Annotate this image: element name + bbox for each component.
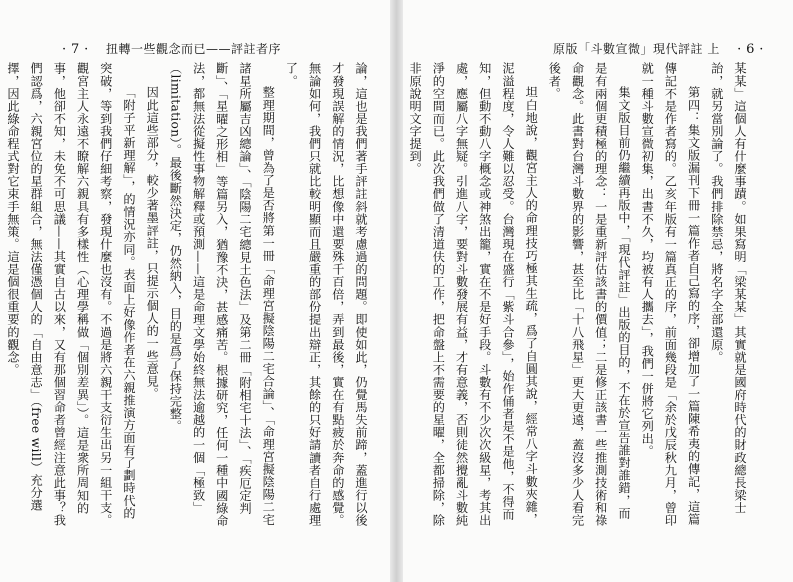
right-page — [403, 0, 793, 582]
left-page-body — [5, 62, 372, 532]
paragraph: 坦白地說，觀宮主人的命理技巧極其生疏，爲了自圓其說，經常八字斗數夾雜，泥溢程度，令人難以忍受。台灣現在盛行「紫斗合參」，始作俑者是不是他，不得而知，但動不動八字概念或神煞出籠，實在不是好手段。斗數有不少次次級星，考其出處，應屬八字無疑。引進八字，要對斗數發展有益，才有意義，否則徒然攪亂斗數純淨的空間而已。此次我們做了清道伕的工作，把命盤上不需要的星曜，全都掃除，除非原說明文字提到。 — [408, 62, 539, 527]
paragraph: 因此這些部分，較少著墨評註，只提示個人的一些意見。 — [145, 86, 160, 401]
running-title: 原版「斗數宣微」現代評註 — [553, 42, 704, 56]
page-number: 6 — [746, 42, 755, 57]
left-page — [0, 0, 390, 582]
right-page-body — [408, 62, 751, 532]
paragraph: 整理期間，曾為了是否將第一冊「命理宮擬陰陽二宅合論」、「命理宮擬陰陽二宅諸星所屬吉凶總論」、「陰陽二宅總見土色法」及第二冊「附相宅十法」、「疾厄定判斷」、「星曜之形相」等篇另入，猶豫不決，甚感痛苦。根據研究，任何一種中國綠命法，都無法從擬性事物解釋或預測——這是命理文學始終無法逾越的一個「極致」（limitation）。最後斷然決定，仍然納入，目的是爲了保持完整。 — [168, 62, 276, 527]
volume-mark: 上 — [707, 42, 720, 56]
paragraph: 「附子平新理解」，的情況亦同。表面上好像作者在六親推演方面有了劃時代的突破，等到我們仔細考察，發現什麼也沒有。不過是將六親干支衍生出另一組干支。觀宮主人永遠不瞭解六親具有多樣性（心理學稱做「個別差異」）。這是衆所周知的事，他卻不知，未免不可思議——其實自古以來，又有那個習命者曾經注意此事？我們認爲，六親宮位的星群組合，無法僅憑個人的「自由意志」（free will）充分選擇，因此綠命程式對它束手無策。這是個很重要的觀念。 — [5, 62, 136, 527]
header-dot: · — [737, 42, 742, 57]
header-dot: · — [62, 42, 67, 57]
right-page-header — [553, 40, 764, 58]
paragraph: 某某」這個人有什麼事蹟。如果寫明「梁某某」其實就是國府時代的財政總長梁士詒，就另當別論了。我們排除禁忌，將名字全部還原。 — [709, 62, 747, 514]
running-title: 扭轉一些觀念而已——評註者序 — [105, 42, 281, 56]
paragraph: 集文版目前仍繼續再版中，「現代評註」出版的目的，不在於宣告誰對誰錯，而是有兩個更積極的理念：一是重新評估該書的價值；二是修正該書一些推測技術和祿命觀念。此書對台灣斗數界的影響，甚至比「十八飛星」更大更遠，蓋沒多少人看完後者。 — [547, 62, 631, 527]
left-page-header — [62, 40, 281, 58]
header-dot: · — [759, 42, 764, 57]
paragraph: 論，這也是我們著手評註斜就考慮過的問題。即使如此，仍覺馬失前蹄，蓋進行以後才發現誤解的情況，比想像中還要殊千百倍，弄到最後，實在有點疲於奔命的感覺。無論如何，我們只就比較明顯而且嚴重的部份提出辯正，其餘的只好請讀者自行處理了。 — [284, 62, 368, 527]
header-dot: · — [84, 42, 89, 57]
book-gutter — [390, 0, 403, 582]
paragraph: 第四：集文版漏刊下冊一篇作者自己寫的序，卻增加了一篇陳希夷的傳記，這篇傳記不是作者寫的。乙亥年版有一篇真正的序，前面幾段是「余於戊辰秋九月，曾印就一種斗數宣微初集，出書不久，均被有人攜去」，我們一併將它列出。 — [640, 62, 701, 527]
page-number: 7 — [70, 42, 80, 57]
